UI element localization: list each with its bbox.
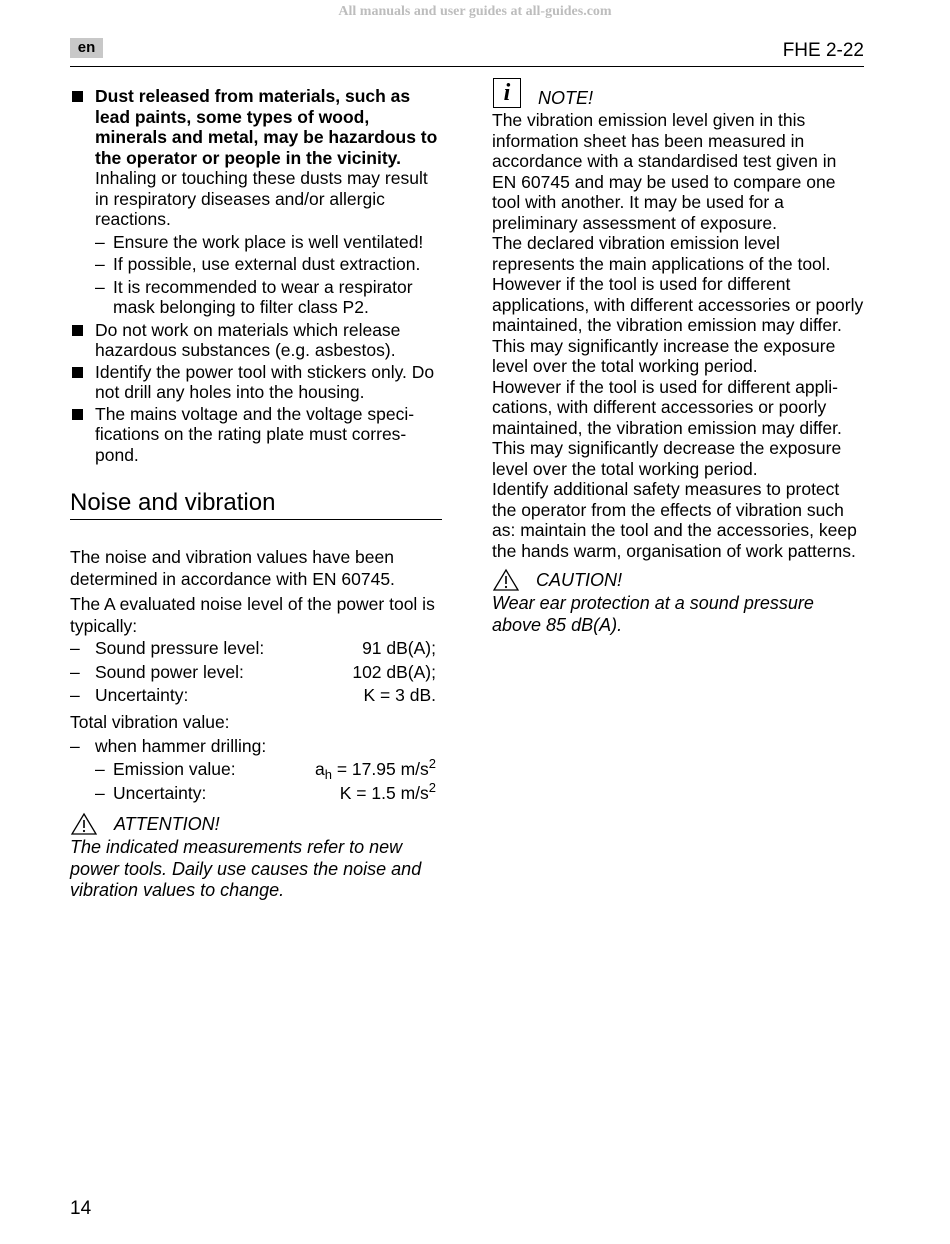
note-paragraph: However if the tool is used for different appli-cations, with different accessories or poorly maintained, the vibration emission may differ. This may significantly decrease the exposure level over the total working period. — [492, 376, 842, 479]
dust-dash-item: – It is recommended to wear a respirator mask belonging to filter class P2. — [95, 276, 413, 317]
bullet-square-icon — [72, 367, 83, 378]
left-column — [70, 86, 442, 902]
section-rule — [70, 519, 442, 520]
dust-warning-text: Inhaling or touching these dusts may result in respiratory diseases and/or allergic reactions. — [95, 168, 428, 229]
noise-row: – Sound pressure level: 91 dB(A); — [70, 638, 436, 658]
watermark: All manuals and user guides at all-guides.com — [338, 4, 612, 19]
bullet-square-icon — [72, 409, 83, 420]
attention-text: The indicated measurements refer to new power tools. Daily use causes the noise and vibration values to change. — [70, 837, 422, 900]
note-paragraph: The vibration emission level given in this information sheet has been measured in accordance with a standardised test given in EN 60745 and may be used to compare one tool with another. It may be used for a preliminary assessment of exposure. — [492, 110, 837, 233]
uncertainty-row: – Uncertainty: K = 1.5 $m/s^2$ — [95, 779, 436, 803]
header-rule — [70, 66, 864, 67]
info-icon: i — [493, 78, 521, 108]
caution-text: Wear ear protection at a sound pressure above 85 dB(A). — [492, 593, 814, 635]
bullet-square-icon — [72, 325, 83, 336]
note-paragraph: The declared vibration emission level represents the main applications of the tool. However if the tool is used for different applications, with different accessories or poorly maintained, the vibration emission may differ. This may significantly increase the exposure level over the total working period. — [492, 233, 864, 376]
noise-row: – Uncertainty: K = 3 dB. — [70, 685, 436, 705]
right-column — [492, 80, 864, 636]
bullet-item: Do not work on materials which release hazardous substances (e.g. asbestos). — [70, 320, 442, 361]
vibration-title: Total vibration value: — [70, 711, 230, 732]
dust-warning — [70, 86, 442, 230]
noise-intro: The A evaluated noise level of the power tool is typically: — [70, 594, 435, 636]
hammer-drilling-row: – when hammer drilling: — [70, 735, 267, 756]
section-title: Noise and vibration — [70, 489, 276, 516]
bullet-item: Identify the power tool with stickers only. Do not drill any holes into the housing. — [70, 362, 442, 403]
model-name: FHE 2-22 — [782, 40, 864, 61]
attention-heading: ATTENTION! — [70, 811, 442, 837]
bullet-square-icon — [72, 91, 83, 102]
note-heading: i NOTE! — [492, 86, 864, 110]
emission-row: – Emission value: $a_h = 17.95$ $m/s^2$ — [95, 756, 436, 782]
caution-heading: CAUTION! — [492, 567, 864, 593]
intro-text: The noise and vibration values have been determined in accordance with EN 60745. — [70, 547, 395, 589]
dust-warning-bold: Dust released from materials, such as lead paints, some types of wood, minerals and metal, may be hazardous to the operator or people in the vicinity. — [95, 86, 438, 168]
page-number: 14 — [70, 1198, 92, 1219]
language-badge: en — [70, 38, 103, 58]
dust-dash-item: – Ensure the work place is well ventilated! — [95, 231, 424, 252]
warning-triangle-icon — [492, 568, 520, 592]
note-paragraph: Identify additional safety measures to protect the operator from the effects of vibration such as: maintain the tool and the accessories, keep the hands warm, organisation of work patterns. — [492, 479, 857, 561]
dust-dash-item: – If possible, use external dust extraction. — [95, 254, 421, 274]
noise-row: – Sound power level: 102 dB(A); — [70, 661, 436, 682]
bullet-item: The mains voltage and the voltage speci-fications on the rating plate must corres-pond. — [70, 404, 442, 466]
warning-triangle-icon — [70, 812, 98, 836]
